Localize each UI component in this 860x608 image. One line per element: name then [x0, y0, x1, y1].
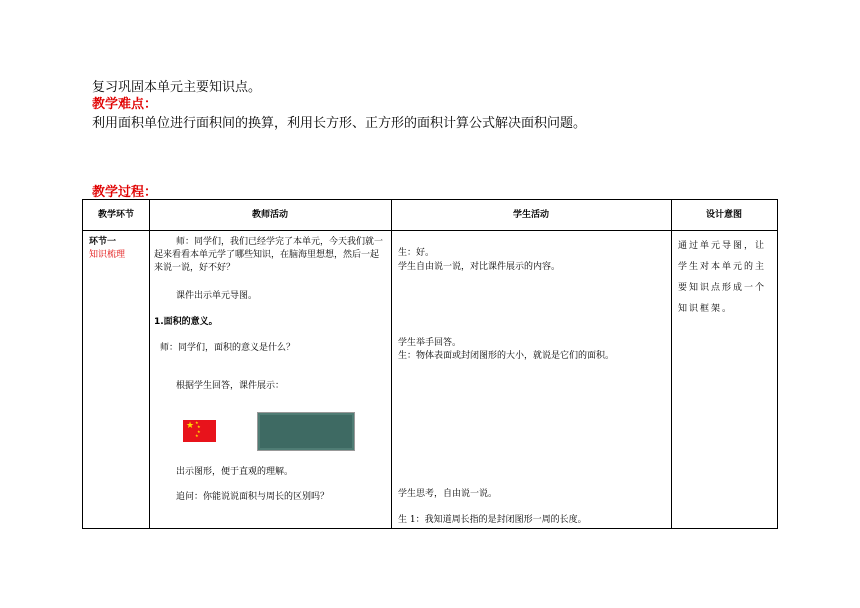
student-p2: 学生自由说一说，对比课件展示的内容。 [398, 262, 561, 272]
china-flag-icon: ★ ★ ★ ★ ★ [183, 420, 216, 442]
teacher-p4: 师：同学们，面积的意义是什么？ [160, 343, 296, 353]
student-p3: 学生举手回答。 [398, 338, 462, 348]
teacher-p6: 出示图形，便于直观的理解。 [176, 467, 294, 477]
blackboard-rectangle [257, 412, 355, 451]
header-student: 学生活动 [512, 210, 549, 220]
student-p1: 生：好。 [398, 248, 435, 258]
column-divider [391, 200, 392, 528]
teacher-p3: 1.面积的意义。 [154, 317, 218, 327]
design-intent-text: 通过单元导图，让学生对本单元的主要知识点形成一个知识框架。 [678, 241, 767, 314]
review-line: 复习巩固本单元主要知识点。 [92, 80, 262, 95]
student-p4: 生：物体表面或封闭图形的大小，就说是它们的面积。 [398, 351, 615, 361]
teacher-p1: 师：同学们，我们已经学完了本单元，今天我们就一起来看看本单元学了哪些知识，在脑海里想想，然后一起来说一说，好不好？ [154, 237, 384, 273]
process-heading: 教学过程： [92, 185, 158, 200]
difficulty-text: 利用面积单位进行面积间的换算，利用长方形、正方形的面积计算公式解决面积问题。 [92, 116, 587, 131]
header-teacher: 教师活动 [251, 210, 288, 220]
header-stage: 教学环节 [97, 210, 134, 220]
teacher-p2: 课件出示单元导图。 [176, 291, 258, 301]
header-divider [83, 230, 777, 231]
student-p6: 生 1：我知道周长指的是封闭图形一周的长度。 [398, 515, 587, 525]
teaching-process-table [82, 199, 778, 529]
teacher-p7: 追问：你能说说面积与周长的区别吗？ [176, 492, 330, 502]
teacher-p5: 根据学生回答，课件展示： [176, 381, 285, 391]
header-intent: 设计意图 [705, 210, 742, 220]
difficulty-heading: 教学难点： [92, 97, 158, 112]
student-p5: 学生思考，自由说一说。 [398, 489, 498, 499]
stage-sub: 知识梳理 [89, 250, 126, 260]
stage-name: 环节一 [89, 237, 117, 247]
column-divider [149, 200, 150, 528]
column-divider [671, 200, 672, 528]
